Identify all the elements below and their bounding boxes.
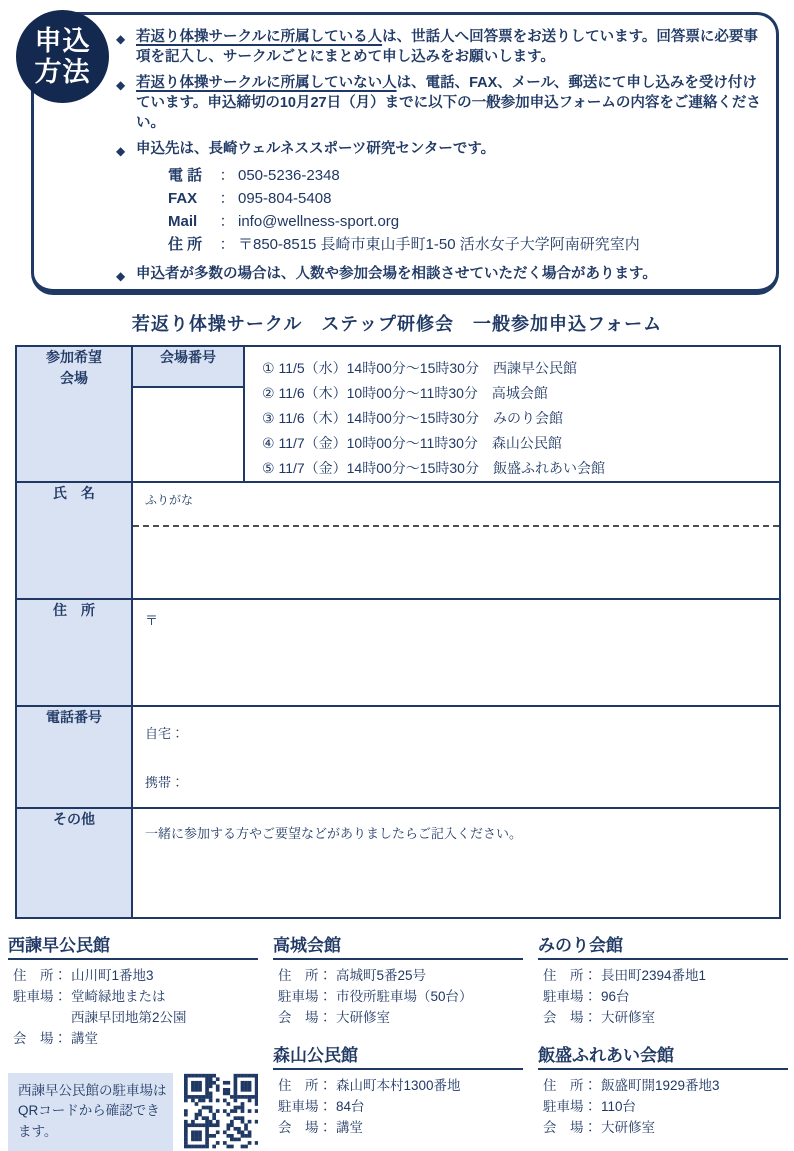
venue-info-line	[8, 1028, 258, 1049]
venue-info-label: 会 場：	[278, 1120, 332, 1135]
qr-note: 西諫早公民館の駐車場はQRコードから確認できます。	[8, 1073, 173, 1151]
notice-text	[136, 27, 762, 67]
contact-row-mail	[168, 210, 762, 233]
venue-info-label: 住 所：	[278, 968, 332, 983]
contact-separator: ：	[219, 213, 235, 230]
venue-option-1: ① 11/5（水）14時00分～15時30分 西諫早公民館	[262, 360, 577, 376]
other-input-cell	[132, 808, 780, 918]
venue-info-label: 住 所：	[543, 1078, 597, 1093]
venue-info-line	[273, 1117, 523, 1138]
underlined-phrase: 若返り体操サークルに所属していない人	[136, 75, 397, 91]
contact-label: Mail	[168, 213, 198, 230]
badge-line1: 申込	[34, 26, 91, 57]
row-header-phone: 電話番号	[16, 706, 132, 808]
venue-info-line	[538, 1007, 788, 1028]
diamond-bullet-icon: ◆	[116, 269, 126, 283]
contact-separator: ：	[219, 190, 235, 207]
address-input-cell	[132, 599, 780, 706]
notice-rest: は、世話人へ回答票をお送りしています。回答票に必要事項を記入し、サークルごとにまとめて申し込みをお願いします。	[136, 29, 758, 65]
diamond-bullet-icon: ◆	[116, 78, 126, 92]
notice-item-contact	[116, 139, 762, 161]
venue-info-label: 駐車場：	[278, 989, 332, 1004]
postal-mark: 〒	[145, 613, 159, 628]
contact-label: 電 話	[168, 167, 203, 184]
venue-info-value: 山川町1番地3	[71, 968, 154, 983]
row-header-line1: 参加希望	[46, 349, 102, 365]
contact-value: 050-5236-2348	[238, 167, 340, 184]
form-title: 若返り体操サークル ステップ研修会 一般参加申込フォーム	[131, 314, 663, 334]
venue-info-value: 長田町2394番地1	[601, 968, 707, 983]
phone-input-cell	[132, 706, 780, 808]
application-form-page	[0, 12, 794, 1151]
venue-info-label: 住 所：	[13, 968, 67, 983]
venue-name: 飯盛ふれあい会館	[538, 1041, 788, 1070]
venue-info-line	[273, 965, 523, 986]
contact-separator: ：	[219, 167, 235, 184]
venue-number-input-cell	[132, 387, 244, 482]
contact-label: FAX	[168, 190, 198, 207]
diamond-bullet-icon: ◆	[116, 144, 126, 158]
contact-row-phone	[168, 164, 762, 187]
venue-info-value: 96台	[601, 989, 630, 1004]
row-header-other: その他	[16, 808, 132, 918]
venue-info-line	[8, 986, 258, 1007]
row-header-line2: 会場	[60, 370, 88, 386]
venue-block-takashiro	[273, 931, 523, 1028]
contact-value: 095-804-5408	[238, 190, 332, 207]
venue-info-label: 駐車場：	[13, 989, 67, 1004]
venue-name: 森山公民館	[273, 1041, 523, 1070]
contact-value: info@wellness-sport.org	[238, 213, 400, 230]
application-form-table	[15, 345, 781, 919]
qr-code	[184, 1073, 258, 1149]
venue-info-value: 市役所駐車場（50台）	[336, 989, 473, 1004]
venue-info-label: 駐車場：	[543, 989, 597, 1004]
venue-info-label: 駐車場：	[278, 1099, 332, 1114]
venue-info-label: 住 所：	[278, 1078, 332, 1093]
venues-section	[8, 931, 788, 1151]
venue-info-value: 西諫早団地第2公園	[71, 1010, 187, 1025]
venue-option-3: ③ 11/6（木）14時00分～15時30分 みのり会館	[262, 410, 563, 426]
home-phone-label: 自宅：	[145, 726, 185, 741]
furigana-label: ふりがな	[145, 493, 194, 507]
venue-column-2	[273, 931, 523, 1151]
venue-name: 西諫早公民館	[8, 931, 258, 960]
venue-option-4: ④ 11/7（金）10時00分～11時30分 森山公民館	[262, 435, 562, 451]
venue-info-line	[273, 986, 523, 1007]
venue-info-label: 駐車場：	[543, 1099, 597, 1114]
venue-info-label: 会 場：	[543, 1010, 597, 1025]
venue-options-cell	[244, 346, 780, 482]
furigana-dashed-line	[133, 525, 779, 527]
notice-item-member	[116, 27, 762, 67]
row-header-address: 住 所	[16, 599, 132, 706]
venue-info-value: 大研修室	[601, 1010, 655, 1025]
venue-info-line	[538, 1096, 788, 1117]
application-method-badge	[16, 10, 109, 103]
notice-text: 申込先は、長崎ウェルネススポーツ研究センターです。	[136, 141, 496, 157]
venue-info-line	[8, 1007, 258, 1028]
venue-info-value: 大研修室	[601, 1120, 655, 1135]
venue-info-line	[538, 965, 788, 986]
contact-label: 住 所	[168, 236, 203, 253]
venue-info-value: 大研修室	[336, 1010, 390, 1025]
mobile-phone-label: 携帯：	[145, 775, 185, 790]
venue-info-line	[538, 1117, 788, 1138]
notice-item-nonmember	[116, 73, 762, 133]
contact-row-fax	[168, 187, 762, 210]
venue-column-1	[8, 931, 258, 1151]
venue-info-line	[538, 986, 788, 1007]
venue-info-line	[8, 965, 258, 986]
application-method-section	[31, 12, 779, 295]
badge-line2: 方法	[34, 56, 91, 87]
other-note: 一緒に参加する方やご要望などがありましたらご記入ください。	[145, 826, 523, 841]
row-header-name: 氏 名	[16, 482, 132, 599]
notice-text: 申込者が多数の場合は、人数や参加会場を相談させていただく場合があります。	[136, 266, 657, 282]
venue-info-value: 110台	[601, 1099, 637, 1114]
venue-info-value: 飯盛町開1929番地3	[601, 1078, 720, 1093]
venue-info-label	[13, 1007, 71, 1028]
venue-column-3	[538, 931, 788, 1151]
contact-separator: ：	[219, 236, 235, 253]
venue-info-value: 講堂	[71, 1031, 98, 1046]
venue-info-label: 住 所：	[543, 968, 597, 983]
contact-value: 〒850-8515 長崎市東山手町1-50 活水女子大学阿南研究室内	[238, 236, 640, 253]
venue-number-header: 会場番号	[132, 346, 244, 387]
venue-info-line	[273, 1096, 523, 1117]
venue-info-line	[538, 1075, 788, 1096]
row-header-desired-venue	[16, 346, 132, 482]
notice-text	[136, 73, 762, 133]
venue-info-label: 会 場：	[13, 1031, 67, 1046]
notice-rest: は、電話、FAX、メール、郵送にて申し込みを受け付けています。申込締切の10月27日（月）までに以下の一般参加申込フォームの内容をご連絡ください。	[136, 75, 761, 131]
venue-info-value: 84台	[336, 1099, 365, 1114]
venue-info-label: 会 場：	[543, 1120, 597, 1135]
diamond-bullet-icon: ◆	[116, 32, 126, 46]
qr-info-row	[8, 1073, 258, 1151]
venue-block-minori	[538, 931, 788, 1028]
notice-item-capacity	[116, 264, 762, 286]
venue-block-nishi-isahaya	[8, 931, 258, 1049]
name-input-cell	[132, 482, 780, 599]
venue-option-2: ② 11/6（木）10時00分～11時30分 高城会館	[262, 385, 548, 401]
venue-block-moriyama	[273, 1041, 523, 1138]
venue-info-value: 講堂	[336, 1120, 363, 1135]
venue-info-line	[273, 1007, 523, 1028]
venue-info-value: 堂崎緑地または	[71, 989, 166, 1004]
venue-info-value: 高城町5番25号	[336, 968, 427, 983]
contact-list	[168, 164, 762, 256]
venue-info-value: 森山町本村1300番地	[336, 1078, 461, 1093]
venue-name: みのり会館	[538, 931, 788, 960]
venue-block-iimori	[538, 1041, 788, 1138]
venue-name: 高城会館	[273, 931, 523, 960]
venue-info-line	[273, 1075, 523, 1096]
underlined-phrase: 若返り体操サークルに所属している人	[136, 29, 383, 45]
contact-row-address	[168, 233, 762, 256]
venue-option-5: ⑤ 11/7（金）14時00分～15時30分 飯盛ふれあい会館	[262, 460, 605, 476]
venue-info-label: 会 場：	[278, 1010, 332, 1025]
